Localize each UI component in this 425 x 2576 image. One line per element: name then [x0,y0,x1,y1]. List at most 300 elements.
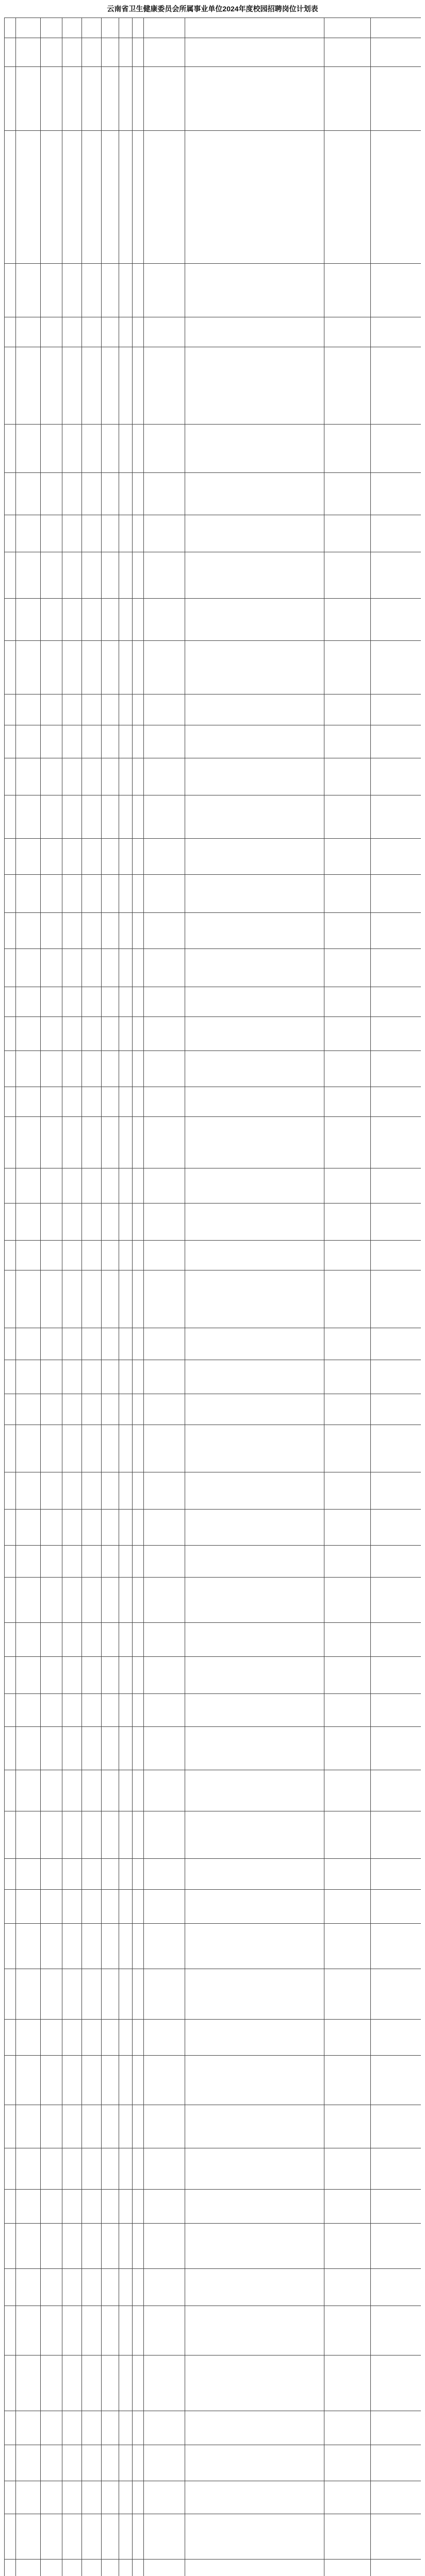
table-cell [371,1770,421,1811]
table-row [5,2514,421,2560]
table-cell [16,515,41,552]
table-cell [16,347,41,425]
table-cell [41,131,62,264]
table-cell [185,2269,324,2306]
table-cell [185,2560,324,2576]
column-header [62,18,82,38]
table-cell [133,2224,144,2269]
table-cell [5,1472,16,1510]
table-cell [119,641,133,694]
table-cell [371,1328,421,1360]
table-cell [133,552,144,599]
table-cell [62,67,82,131]
table-cell [119,1859,133,1890]
table-cell [371,2020,421,2056]
table-cell [133,1546,144,1578]
table-cell [324,2269,371,2306]
table-cell [133,641,144,694]
table-cell [102,264,119,317]
table-row [5,131,421,264]
table-cell [62,2190,82,2224]
table-cell [62,694,82,725]
table-cell [102,2411,119,2445]
column-header [324,18,371,38]
table-row [5,1657,421,1694]
table-cell [62,641,82,694]
table-cell [5,317,16,347]
table-row [5,552,421,599]
table-cell [102,2148,119,2190]
table-cell [119,2411,133,2445]
column-header [41,18,62,38]
table-cell [133,2190,144,2224]
table-cell [185,1694,324,1727]
table-cell [133,515,144,552]
table-row [5,473,421,515]
column-header [5,18,16,38]
table-cell [324,1657,371,1694]
table-row [5,839,421,875]
table-cell [16,1859,41,1890]
table-cell [144,694,185,725]
table-cell [5,2481,16,2514]
table-cell [133,2105,144,2148]
table-cell [62,2224,82,2269]
table-cell [324,2020,371,2056]
table-cell [324,1328,371,1360]
table-cell [144,317,185,347]
table-cell [41,1241,62,1270]
table-cell [102,1890,119,1924]
table-cell [5,1168,16,1204]
table-cell [102,1859,119,1890]
table-cell [41,264,62,317]
table-cell [82,2148,102,2190]
table-cell [16,1425,41,1472]
table-row [5,2269,421,2306]
table-cell [41,2269,62,2306]
table-cell [102,38,119,67]
table-cell [102,875,119,913]
table-cell [62,1394,82,1425]
table-cell [62,1510,82,1546]
table-cell [41,317,62,347]
table-cell [102,694,119,725]
table-cell [82,1204,102,1241]
table-cell [16,1270,41,1328]
table-cell [371,1727,421,1770]
table-cell [82,2514,102,2560]
table-cell [82,1241,102,1270]
table-cell [16,67,41,131]
table-cell [41,758,62,795]
table-row [5,1859,421,1890]
table-cell [324,1117,371,1168]
table-row [5,1510,421,1546]
table-cell [144,2411,185,2445]
table-cell [119,2560,133,2576]
table-cell [62,1087,82,1117]
table-cell [119,515,133,552]
table-cell [371,2190,421,2224]
table-cell [41,2056,62,2105]
table-cell [62,839,82,875]
table-cell [133,1890,144,1924]
table-cell [41,1546,62,1578]
table-cell [119,1328,133,1360]
table-cell [133,67,144,131]
table-cell [62,38,82,67]
table-cell [185,1394,324,1425]
table-cell [41,515,62,552]
table-cell [82,317,102,347]
table-cell [119,1087,133,1117]
table-cell [62,1472,82,1510]
table-cell [185,67,324,131]
table-cell [5,1328,16,1360]
table-cell [119,2306,133,2355]
table-cell [133,1657,144,1694]
table-cell [102,347,119,425]
table-cell [144,1425,185,1472]
table-cell [62,1270,82,1328]
table-cell [371,1546,421,1578]
table-cell [102,1360,119,1394]
table-cell [16,949,41,987]
table-cell [5,1694,16,1727]
table-cell [144,425,185,473]
table-cell [5,2269,16,2306]
table-cell [5,2514,16,2560]
table-cell [5,913,16,949]
table-cell [144,1510,185,1546]
table-cell [371,1578,421,1623]
table-row [5,2105,421,2148]
table-cell [324,2560,371,2576]
table-cell [5,1811,16,1859]
table-row [5,38,421,67]
table-cell [185,515,324,552]
table-cell [16,795,41,839]
table-cell [371,987,421,1017]
table-cell [133,347,144,425]
table-cell [133,1087,144,1117]
table-cell [5,1727,16,1770]
table-cell [371,875,421,913]
table-cell [185,875,324,913]
table-cell [324,425,371,473]
table-cell [82,2355,102,2411]
table-cell [5,1394,16,1425]
table-row [5,317,421,347]
table-cell [324,1360,371,1394]
table-cell [119,347,133,425]
table-cell [82,2105,102,2148]
table-cell [5,1924,16,1969]
table-cell [82,1770,102,1811]
column-header [82,18,102,38]
table-cell [185,2020,324,2056]
table-row [5,1578,421,1623]
table-cell [41,552,62,599]
table-cell [119,2105,133,2148]
table-cell [133,694,144,725]
table-cell [41,1017,62,1051]
table-cell [144,1051,185,1087]
table-cell [144,552,185,599]
table-cell [144,875,185,913]
table-cell [133,1204,144,1241]
table-cell [5,131,16,264]
table-cell [41,599,62,641]
table-cell [144,2105,185,2148]
table-cell [62,1727,82,1770]
table-cell [16,1051,41,1087]
table-cell [41,1657,62,1694]
table-cell [82,2445,102,2481]
table-cell [102,2481,119,2514]
table-cell [16,839,41,875]
table-cell [62,473,82,515]
table-cell [185,1510,324,1546]
table-cell [41,1578,62,1623]
column-header [371,18,421,38]
table-body [5,38,421,2576]
table-cell [5,2020,16,2056]
table-cell [82,67,102,131]
table-cell [62,1328,82,1360]
table-cell [5,2105,16,2148]
table-cell [62,1890,82,1924]
table-cell [144,758,185,795]
table-cell [62,1360,82,1394]
table-cell [41,1087,62,1117]
table-cell [185,131,324,264]
table-cell [371,473,421,515]
table-row [5,1117,421,1168]
table-cell [144,2445,185,2481]
table-cell [5,1510,16,1546]
table-cell [119,725,133,758]
table-cell [102,641,119,694]
table-cell [102,1510,119,1546]
table-cell [16,2020,41,2056]
table-row [5,1727,421,1770]
table-cell [62,1117,82,1168]
table-cell [102,2269,119,2306]
table-cell [324,1578,371,1623]
table-cell [62,1859,82,1890]
table-cell [119,1890,133,1924]
table-cell [133,1394,144,1425]
table-cell [144,2269,185,2306]
table-cell [133,131,144,264]
table-cell [41,2190,62,2224]
table-cell [102,2190,119,2224]
table-cell [5,264,16,317]
table-cell [82,599,102,641]
table-cell [324,1890,371,1924]
table-cell [185,2105,324,2148]
table-cell [102,2514,119,2560]
table-cell [324,552,371,599]
table-cell [119,1270,133,1328]
table-cell [102,2056,119,2105]
table-cell [133,1360,144,1394]
table-cell [185,1472,324,1510]
table-cell [119,1578,133,1623]
table-cell [185,1578,324,1623]
table-cell [41,1204,62,1241]
table-cell [41,347,62,425]
table-cell [62,2105,82,2148]
table-cell [324,317,371,347]
table-cell [41,1623,62,1657]
table-cell [82,2056,102,2105]
table-cell [62,2269,82,2306]
table-cell [133,1168,144,1204]
table-cell [371,1204,421,1241]
table-cell [41,987,62,1017]
table-cell [133,2269,144,2306]
table-cell [133,949,144,987]
table-cell [324,725,371,758]
table-cell [5,2560,16,2576]
table-cell [133,1924,144,1969]
table-cell [62,1425,82,1472]
table-cell [133,1117,144,1168]
table-row [5,758,421,795]
table-cell [62,1969,82,2020]
table-cell [371,641,421,694]
table-cell [82,875,102,913]
table-cell [82,1811,102,1859]
table-cell [185,599,324,641]
table-row [5,1770,421,1811]
table-cell [102,949,119,987]
table-cell [62,2445,82,2481]
table-cell [41,839,62,875]
table-cell [82,2190,102,2224]
table-cell [144,1770,185,1811]
table-cell [16,2224,41,2269]
table-cell [185,1924,324,1969]
table-cell [185,2306,324,2355]
table-cell [371,1051,421,1087]
table-cell [16,1204,41,1241]
table-cell [16,1546,41,1578]
table-cell [185,38,324,67]
table-cell [82,1425,102,1472]
table-cell [324,694,371,725]
table-cell [41,1394,62,1425]
table-row [5,1924,421,1969]
table-cell [5,875,16,913]
table-cell [119,552,133,599]
table-cell [41,1969,62,2020]
table-cell [5,599,16,641]
table-cell [62,1811,82,1859]
table-cell [324,2481,371,2514]
table-row [5,2148,421,2190]
table-cell [371,1241,421,1270]
table-row [5,1623,421,1657]
table-cell [16,38,41,67]
table-cell [62,264,82,317]
table-cell [371,2105,421,2148]
table-cell [324,2445,371,2481]
table-cell [82,987,102,1017]
table-cell [371,599,421,641]
table-row [5,1328,421,1360]
table-cell [185,1328,324,1360]
table-cell [144,1204,185,1241]
table-cell [16,1578,41,1623]
table-cell [119,599,133,641]
table-cell [102,1770,119,1811]
table-cell [185,1546,324,1578]
table-cell [62,2020,82,2056]
column-header [119,18,133,38]
table-cell [324,1241,371,1270]
table-cell [133,2355,144,2411]
table-cell [144,725,185,758]
column-header [102,18,119,38]
table-cell [16,317,41,347]
table-cell [144,2514,185,2560]
table-cell [16,1360,41,1394]
table-cell [5,1578,16,1623]
table-cell [324,2148,371,2190]
table-cell [16,1623,41,1657]
table-cell [119,1694,133,1727]
table-cell [82,1546,102,1578]
table-cell [119,67,133,131]
table-row [5,1241,421,1270]
table-cell [5,987,16,1017]
table-row [5,1890,421,1924]
table-cell [133,1623,144,1657]
table-cell [102,1694,119,1727]
table-cell [324,1546,371,1578]
table-cell [324,758,371,795]
table-cell [324,1017,371,1051]
table-cell [82,1890,102,1924]
table-cell [119,913,133,949]
table-cell [185,795,324,839]
table-cell [144,1578,185,1623]
table-cell [102,1017,119,1051]
table-cell [82,949,102,987]
table-cell [185,1241,324,1270]
table-cell [102,552,119,599]
table-row [5,795,421,839]
table-cell [144,1727,185,1770]
table-cell [185,1859,324,1890]
table-row [5,2445,421,2481]
table-cell [133,795,144,839]
table-row [5,2224,421,2269]
table-cell [144,1924,185,1969]
table-cell [5,2355,16,2411]
table-cell [5,2411,16,2445]
table-cell [133,1510,144,1546]
table-cell [185,1168,324,1204]
table-cell [144,515,185,552]
table-cell [185,1117,324,1168]
table-cell [102,1168,119,1204]
table-cell [82,1017,102,1051]
